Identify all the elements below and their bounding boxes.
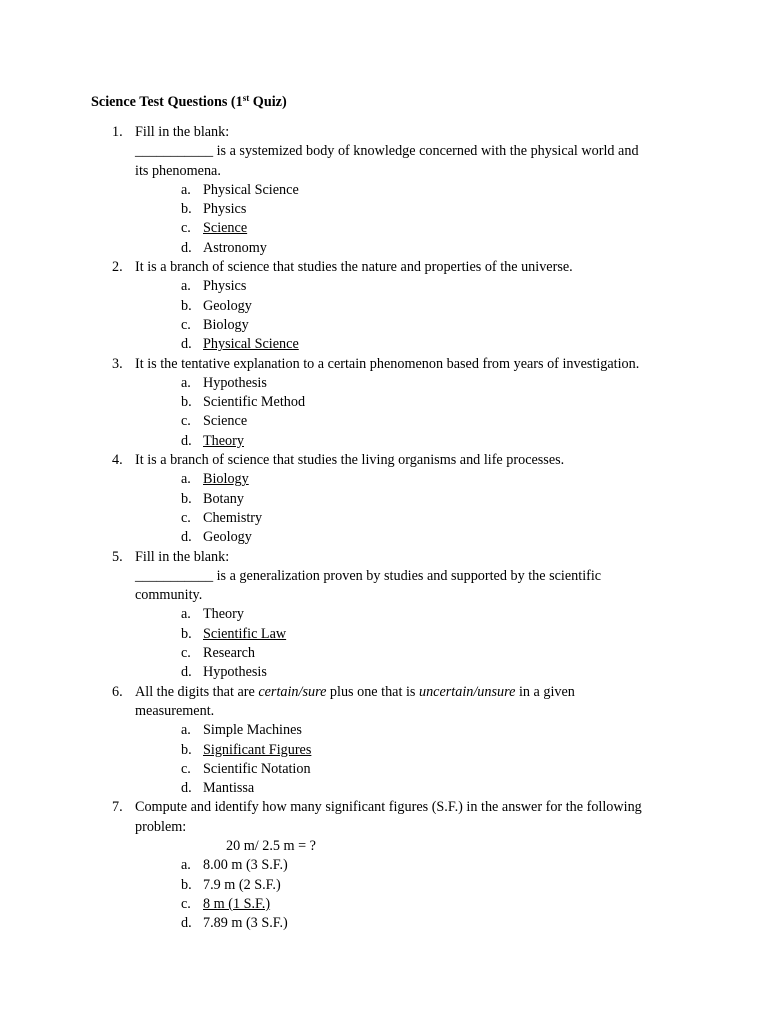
answer-option	[0, 297, 768, 316]
option-text: Chemistry	[203, 509, 263, 526]
answer-option	[0, 490, 768, 509]
question-number: 6.	[112, 683, 123, 700]
option-letter: a.	[181, 278, 191, 295]
question-text: its phenomena.	[135, 162, 221, 179]
question-item	[0, 451, 768, 547]
option-letter: c.	[181, 316, 191, 333]
answer-option	[0, 470, 768, 489]
answer-option	[0, 779, 768, 798]
question-text: Compute and identify how many significant figures (S.F.) in the answer for the following	[135, 799, 642, 816]
answer-option	[0, 374, 768, 393]
option-letter: c.	[181, 760, 191, 777]
answer-option	[0, 895, 768, 914]
question-number: 1.	[112, 124, 123, 140]
option-letter: d.	[181, 336, 192, 353]
question-item	[0, 548, 768, 683]
correct-option-text: Biology	[203, 471, 249, 488]
option-text: 7.89 m (3 S.F.)	[203, 915, 288, 932]
equation-text: 20 m/ 2.5 m = ?	[226, 837, 316, 854]
option-text: Scientific Method	[203, 394, 306, 411]
option-text: 8.00 m (3 S.F.)	[203, 857, 288, 874]
question-number: 3.	[112, 355, 123, 372]
question-line	[0, 683, 768, 702]
question-text: It is a branch of science that studies the nature and properties of the universe.	[135, 259, 573, 276]
question-line	[0, 818, 768, 837]
answer-option	[0, 625, 768, 644]
question-line	[0, 586, 768, 605]
option-letter: d.	[181, 780, 192, 797]
question-number: 5.	[112, 548, 123, 565]
question-text: measurement.	[135, 702, 215, 719]
answer-option	[0, 335, 768, 354]
question-number: 4.	[112, 452, 123, 469]
question-line	[0, 702, 768, 721]
answer-option	[0, 412, 768, 431]
text-fragment: All the digits that are	[135, 683, 259, 700]
answer-option	[0, 760, 768, 779]
option-letter: a.	[181, 471, 191, 488]
option-text: Biology	[203, 316, 249, 333]
question-text: Fill in the blank:	[135, 124, 230, 140]
option-text: Scientific Notation	[203, 760, 311, 777]
question-item	[0, 355, 768, 451]
correct-option-text: Physical Science	[203, 336, 299, 353]
question-line	[0, 162, 768, 181]
correct-option-text: Science	[203, 220, 248, 237]
option-letter: a.	[181, 722, 191, 739]
question-text: community.	[135, 587, 203, 604]
answer-option	[0, 605, 768, 624]
answer-option	[0, 856, 768, 875]
question-text	[135, 683, 575, 702]
answer-option	[0, 528, 768, 547]
question-line	[0, 798, 768, 817]
question-list	[0, 123, 768, 933]
question-line	[0, 548, 768, 567]
answer-option	[0, 239, 768, 258]
option-letter: b.	[181, 625, 192, 642]
question-item	[0, 798, 768, 933]
option-letter: b.	[181, 201, 192, 218]
title-main: Science Test Questions (1	[91, 94, 243, 110]
document-title	[91, 93, 287, 112]
answer-option	[0, 741, 768, 760]
option-letter: d.	[181, 915, 192, 932]
question-number: 2.	[112, 259, 123, 276]
question-line	[0, 355, 768, 374]
option-text: Science	[203, 413, 248, 430]
option-letter: c.	[181, 895, 191, 912]
option-letter: c.	[181, 509, 191, 526]
correct-option-text: Scientific Law	[203, 625, 287, 642]
option-letter: d.	[181, 432, 192, 449]
option-letter: c.	[181, 413, 191, 430]
option-text: Botany	[203, 490, 244, 507]
text-fragment: plus one that is	[326, 683, 419, 700]
option-text: Mantissa	[203, 780, 255, 797]
option-letter: c.	[181, 645, 191, 662]
question-text: ___________ is a generalization proven by studies and supported by the scientific	[135, 567, 602, 584]
question-item	[0, 683, 768, 799]
option-text: Physics	[203, 201, 247, 218]
question-line	[0, 258, 768, 277]
answer-option	[0, 277, 768, 296]
question-line	[0, 142, 768, 161]
option-text: Hypothesis	[203, 664, 267, 681]
answer-option	[0, 509, 768, 528]
question-line	[0, 567, 768, 586]
option-text: Research	[203, 645, 255, 662]
option-letter: b.	[181, 394, 192, 411]
answer-option	[0, 181, 768, 200]
question-line	[0, 451, 768, 470]
option-text: 7.9 m (2 S.F.)	[203, 876, 281, 893]
question-item	[0, 258, 768, 354]
answer-option	[0, 663, 768, 682]
option-text: Physics	[203, 278, 247, 295]
option-letter: d.	[181, 239, 192, 256]
question-number: 7.	[112, 799, 123, 816]
answer-option	[0, 644, 768, 663]
text-fragment: in a given	[515, 683, 575, 700]
option-letter: b.	[181, 741, 192, 758]
option-text: Geology	[203, 529, 252, 546]
option-letter: a.	[181, 857, 191, 874]
correct-option-text: 8 m (1 S.F.)	[203, 895, 271, 912]
option-text: Hypothesis	[203, 374, 267, 391]
answer-option	[0, 876, 768, 895]
option-text: Astronomy	[203, 239, 267, 256]
answer-option	[0, 316, 768, 335]
italic-phrase: uncertain/unsure	[418, 683, 516, 700]
question-text: Fill in the blank:	[135, 548, 230, 565]
option-letter: b.	[181, 876, 192, 893]
question-text: It is the tentative explanation to a certain phenomenon based from years of investigation.	[135, 355, 640, 372]
option-letter: b.	[181, 297, 192, 314]
option-text: Simple Machines	[203, 722, 302, 739]
option-letter: c.	[181, 220, 191, 237]
option-letter: d.	[181, 529, 192, 546]
answer-option	[0, 200, 768, 219]
option-letter: d.	[181, 664, 192, 681]
question-text: It is a branch of science that studies the living organisms and life processes.	[135, 452, 565, 469]
answer-option	[0, 393, 768, 412]
equation-line	[0, 837, 768, 856]
option-text: Geology	[203, 297, 252, 314]
option-letter: a.	[181, 606, 191, 623]
answer-option	[0, 432, 768, 451]
answer-option	[0, 219, 768, 238]
title-superscript: st	[242, 93, 250, 103]
question-item	[0, 123, 768, 258]
question-line	[0, 123, 768, 142]
option-letter: a.	[181, 181, 191, 198]
title-end: Quiz)	[249, 94, 287, 110]
option-letter: a.	[181, 374, 191, 391]
option-text: Theory	[203, 606, 244, 623]
correct-option-text: Theory	[203, 432, 244, 449]
option-letter: b.	[181, 490, 192, 507]
italic-phrase: certain/sure	[258, 683, 327, 700]
option-text: Physical Science	[203, 181, 299, 198]
correct-option-text: Significant Figures	[203, 741, 312, 758]
question-text: problem:	[135, 818, 187, 835]
answer-option	[0, 721, 768, 740]
question-text: ___________ is a systemized body of knowledge concerned with the physical world and	[135, 143, 639, 160]
answer-option	[0, 914, 768, 933]
